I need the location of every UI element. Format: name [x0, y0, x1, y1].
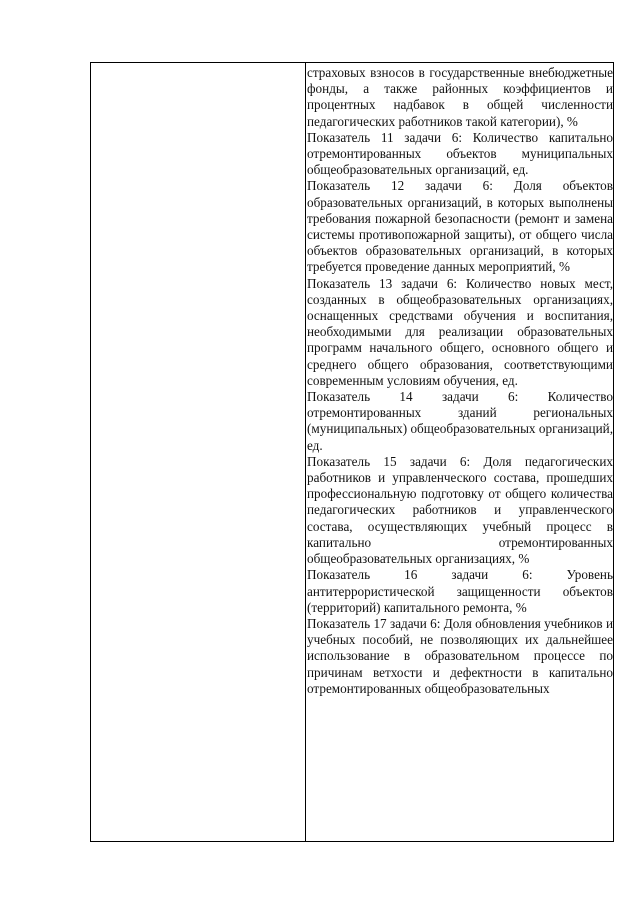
table-left-cell: [91, 63, 305, 841]
indicators-table: [90, 62, 614, 842]
table-right-cell: [307, 65, 613, 841]
paragraph-indicator-11: Показатель 11 задачи 6: Количество капитально отремонтированных объектов муниципальных общеобразовательных организаций, ед.: [307, 129, 613, 178]
column-divider: [305, 63, 306, 841]
paragraph-indicator-13: Показатель 13 задачи 6: Количество новых мест, созданных в общеобразовательных организациях, оснащенных средствами обучения и воспитания, необходимыми для реализации образовательных программ начального общего, основного общего и среднего общего образования, соответствующими современным условиям обучения, ед.: [307, 275, 613, 388]
paragraph-indicator-15: Показатель 15 задачи 6: Доля педагогических работников и управленческого состава, прошедших профессиональную подготовку от общего количества педагогических работников и управленческого состава, осуществляющих учебный процесс в капитально отремонтированных общеобразовательных организациях, %: [307, 453, 613, 567]
paragraph-indicator-14: Показатель 14 задачи 6: Количество отремонтированных зданий региональных (муниципальных) общеобразовательных организаций, ед.: [307, 389, 613, 453]
paragraph-indicator-12: Показатель 12 задачи 6: Доля объектов образовательных организаций, в которых выполнены требования пожарной безопасности (ремонт и замена системы противопожарной защиты), от общего числа объектов образовательных организаций, в которых требуется проведение данных мероприятий, %: [307, 178, 613, 275]
paragraph-indicator-16: Показатель 16 задачи 6: Уровень антитеррористической защищенности объектов (территорий) капитального ремонта, %: [307, 567, 613, 615]
paragraph-indicator-17: Показатель 17 задачи 6: Доля обновления учебников и учебных пособий, не позволяющих их дальнейшее использование в образовательном процессе по причинам ветхости и дефектности в капитально отремонтированных общеобразовательных: [307, 615, 613, 696]
paragraph-continuation: страховых взносов в государственные внебюджетные фонды, а также районных коэффициентов и процентных надбавок в общей численности педагогических работников такой категории), %: [307, 65, 613, 129]
